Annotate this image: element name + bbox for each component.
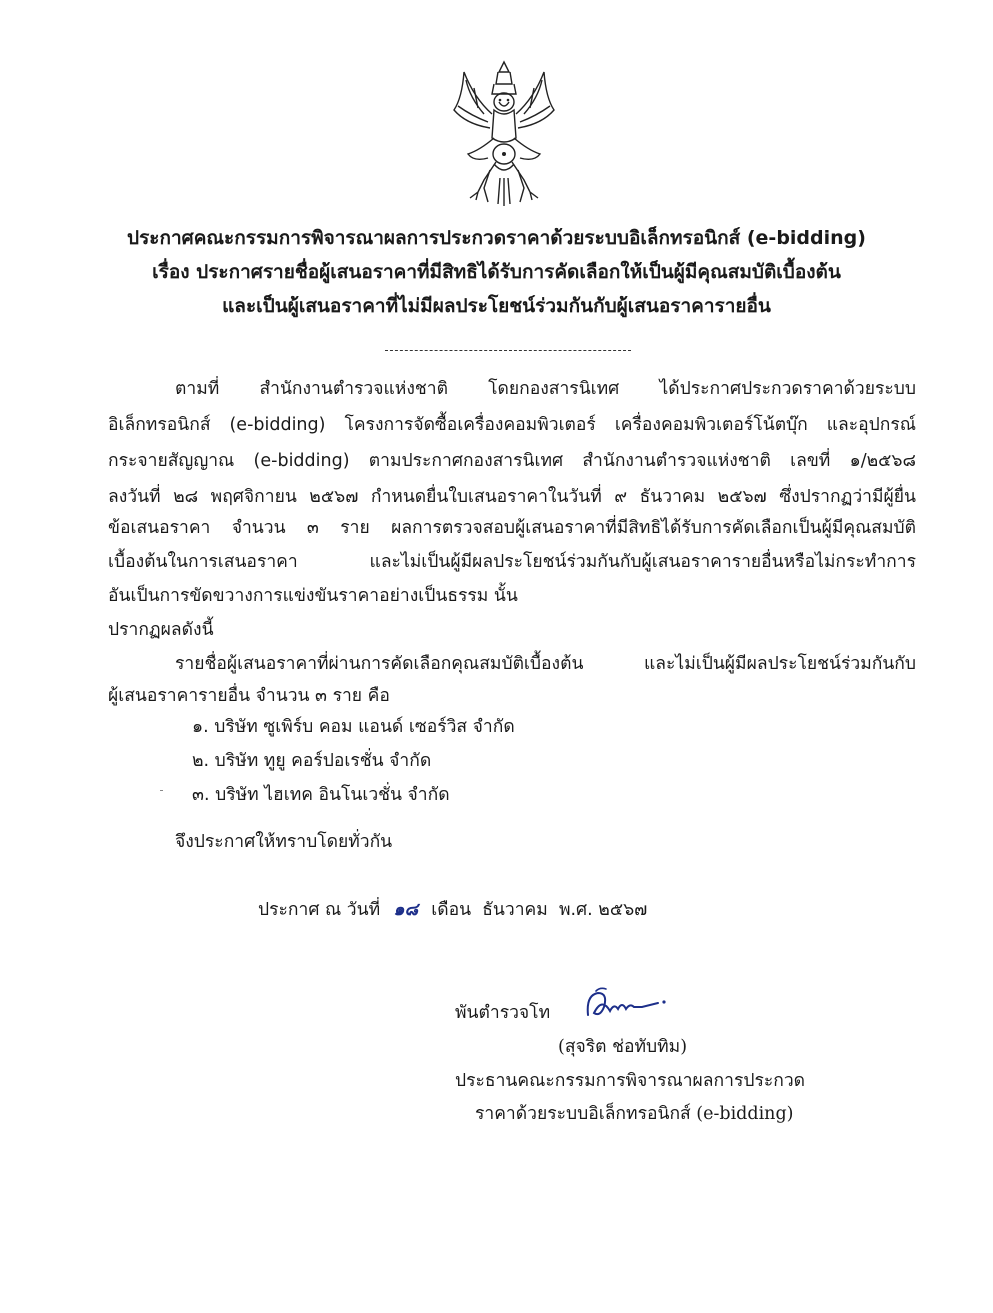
announcement-date (258, 898, 647, 922)
body-line: ลงวันที่ ๒๘ พฤศจิกายน ๒๕๖๗ กำหนดยื่นใบเสนอราคาในวันที่ ๙ ธันวาคม ๒๕๖๗ ซึ่งปรากฏว่ามีผู้ยื่น (108, 487, 916, 507)
date-month: ธันวาคม (482, 900, 548, 920)
body-line: อันเป็นการขัดขวางการแข่งขันราคาอย่างเป็นธรรม นั้น (108, 586, 518, 606)
bidder-item: ๑. บริษัท ซูเพิร์บ คอม แอนด์ เซอร์วิส จำกัด (192, 717, 515, 737)
announcement-subject: เรื่อง ประกาศรายชื่อผู้เสนอราคาที่มีสิทธิได้รับการคัดเลือกให้เป็นผู้มีคุณสมบัติเบื้องต้น (152, 261, 841, 283)
body-line: ผู้เสนอราคารายอื่น จำนวน ๓ ราย คือ (108, 686, 390, 706)
date-day-handwritten: ๑๘ (393, 900, 418, 920)
date-month-label: เดือน (431, 900, 472, 920)
body-line: อิเล็กทรอนิกส์ (e-bidding) โครงการจัดซื้อเครื่องคอมพิวเตอร์ เครื่องคอมพิวเตอร์โน้ตบุ๊ก และอุปกรณ์ (108, 415, 916, 435)
date-year: ๒๕๖๗ (598, 900, 648, 920)
handwritten-signature (580, 985, 670, 1025)
closing-statement: จึงประกาศให้ทราบโดยทั่วกัน (175, 832, 393, 852)
body-line: กระจายสัญญาณ (e-bidding) ตามประกาศกองสารนิเทศ สำนักงานตำรวจแห่งชาติ เลขที่ ๑/๒๕๖๘ (108, 451, 916, 471)
bidder-item: ๓. บริษัท ไฮเทค อินโนเวชั่น จำกัด (192, 785, 450, 805)
signer-position: ประธานคณะกรรมการพิจารณาผลการประกวด (455, 1071, 806, 1091)
signer-name: (สุจริต ช่อทับทิม) (558, 1037, 688, 1057)
body-line: เบื้องต้นในการเสนอราคา และไม่เป็นผู้มีผลประโยชน์ร่วมกันกับผู้เสนอราคารายอื่นหรือไม่กระทำการ (108, 552, 916, 572)
body-line: รายชื่อผู้เสนอราคาที่ผ่านการคัดเลือกคุณสมบัติเบื้องต้น และไม่เป็นผู้มีผลประโยชน์ร่วมกันกับ (175, 654, 916, 674)
garuda-emblem-icon (444, 58, 564, 208)
date-year-label: พ.ศ. (558, 900, 593, 920)
scan-speck (160, 790, 163, 791)
body-line: ข้อเสนอราคา จำนวน ๓ ราย ผลการตรวจสอบผู้เสนอราคาที่มีสิทธิได้รับการคัดเลือกเป็นผู้มีคุณสมบัติ (108, 518, 916, 538)
announcement-subject-cont: และเป็นผู้เสนอราคาที่ไม่มีผลประโยชน์ร่วมกันกับผู้เสนอราคารายอื่น (222, 295, 771, 317)
title-divider (385, 350, 631, 351)
bidder-item: ๒. บริษัท ทูยู คอร์ปอเรชั่น จำกัด (192, 751, 432, 771)
signer-position-cont: ราคาด้วยระบบอิเล็กทรอนิกส์ (e-bidding) (475, 1104, 794, 1124)
body-line: ตามที่ สำนักงานตำรวจแห่งชาติ โดยกองสารนิเทศ ได้ประกาศประกวดราคาด้วยระบบ (175, 379, 916, 399)
body-line: ปรากฏผลดังนี้ (108, 620, 214, 640)
signer-rank: พันตำรวจโท (455, 1003, 551, 1023)
date-prefix: ประกาศ ณ วันที่ (258, 900, 381, 920)
announcement-title: ประกาศคณะกรรมการพิจารณาผลการประกวดราคาด้วยระบบอิเล็กทรอนิกส์ (e-bidding) (127, 227, 866, 249)
